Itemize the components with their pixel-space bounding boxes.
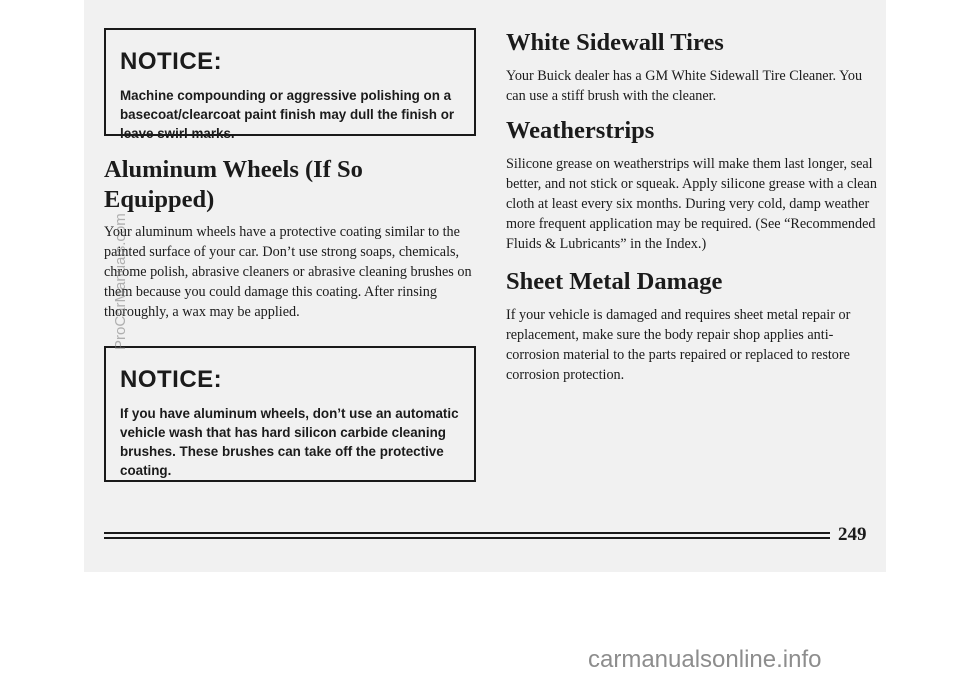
bottom-watermark: carmanualsonline.info bbox=[588, 646, 822, 673]
footer-rule-top bbox=[104, 532, 830, 534]
notice-text: If you have aluminum wheels, don’t use an automatic vehicle wash that has hard silicon carbide cleaning brushes. These brushes can take off the protective coating. bbox=[120, 406, 459, 478]
notice-title: NOTICE: bbox=[120, 366, 223, 393]
page-number: 249 bbox=[838, 524, 867, 545]
notice-box-polishing bbox=[104, 28, 476, 141]
footer-rule-bottom bbox=[104, 537, 830, 539]
section-text-white-sidewall-tires: Your Buick dealer has a GM White Sidewall Tire Cleaner. You can use a stiff brush with the cleaner. bbox=[506, 68, 863, 104]
section-text-aluminum-wheels: Your aluminum wheels have a protective coating similar to the painted surface of your car. Don’t use strong soaps, chemicals, chrome polish, abrasive cleaners or abrasive cleaning brushes on them because you could damage this coating. After rinsing thoroughly, a wax may be applied. bbox=[104, 224, 472, 320]
notice-title: NOTICE: bbox=[120, 48, 223, 75]
section-text-weatherstrips: Silicone grease on weatherstrips will make them last longer, seal better, and not stick or squeak. Apply silicone grease with a clean cloth at least every six months. During very cold, damp weather more frequent application may be required. (See “Recommended Fluids & Lubricants” in the Index.) bbox=[506, 156, 877, 252]
section-text-sheet-metal-damage: If your vehicle is damaged and requires sheet metal repair or replacement, make sure the body repair shop applies anti-corrosion material to the parts repaired or replaced to restore corrosion protection. bbox=[506, 307, 851, 383]
section-heading-weatherstrips: Weatherstrips bbox=[506, 117, 655, 144]
left-column bbox=[104, 28, 476, 482]
section-heading-sheet-metal-damage: Sheet Metal Damage bbox=[506, 268, 723, 295]
notice-box-aluminum-wheels bbox=[104, 346, 476, 482]
notice-text: Machine compounding or aggressive polishing on a basecoat/clearcoat paint finish may dull the finish or leave swirl marks. bbox=[120, 88, 455, 141]
side-watermark: ProCarManuals.com bbox=[112, 213, 129, 350]
right-column bbox=[506, 28, 878, 385]
section-heading-aluminum-wheels: Aluminum Wheels (If So Equipped) bbox=[104, 156, 363, 213]
section-heading-white-sidewall-tires: White Sidewall Tires bbox=[506, 29, 724, 56]
